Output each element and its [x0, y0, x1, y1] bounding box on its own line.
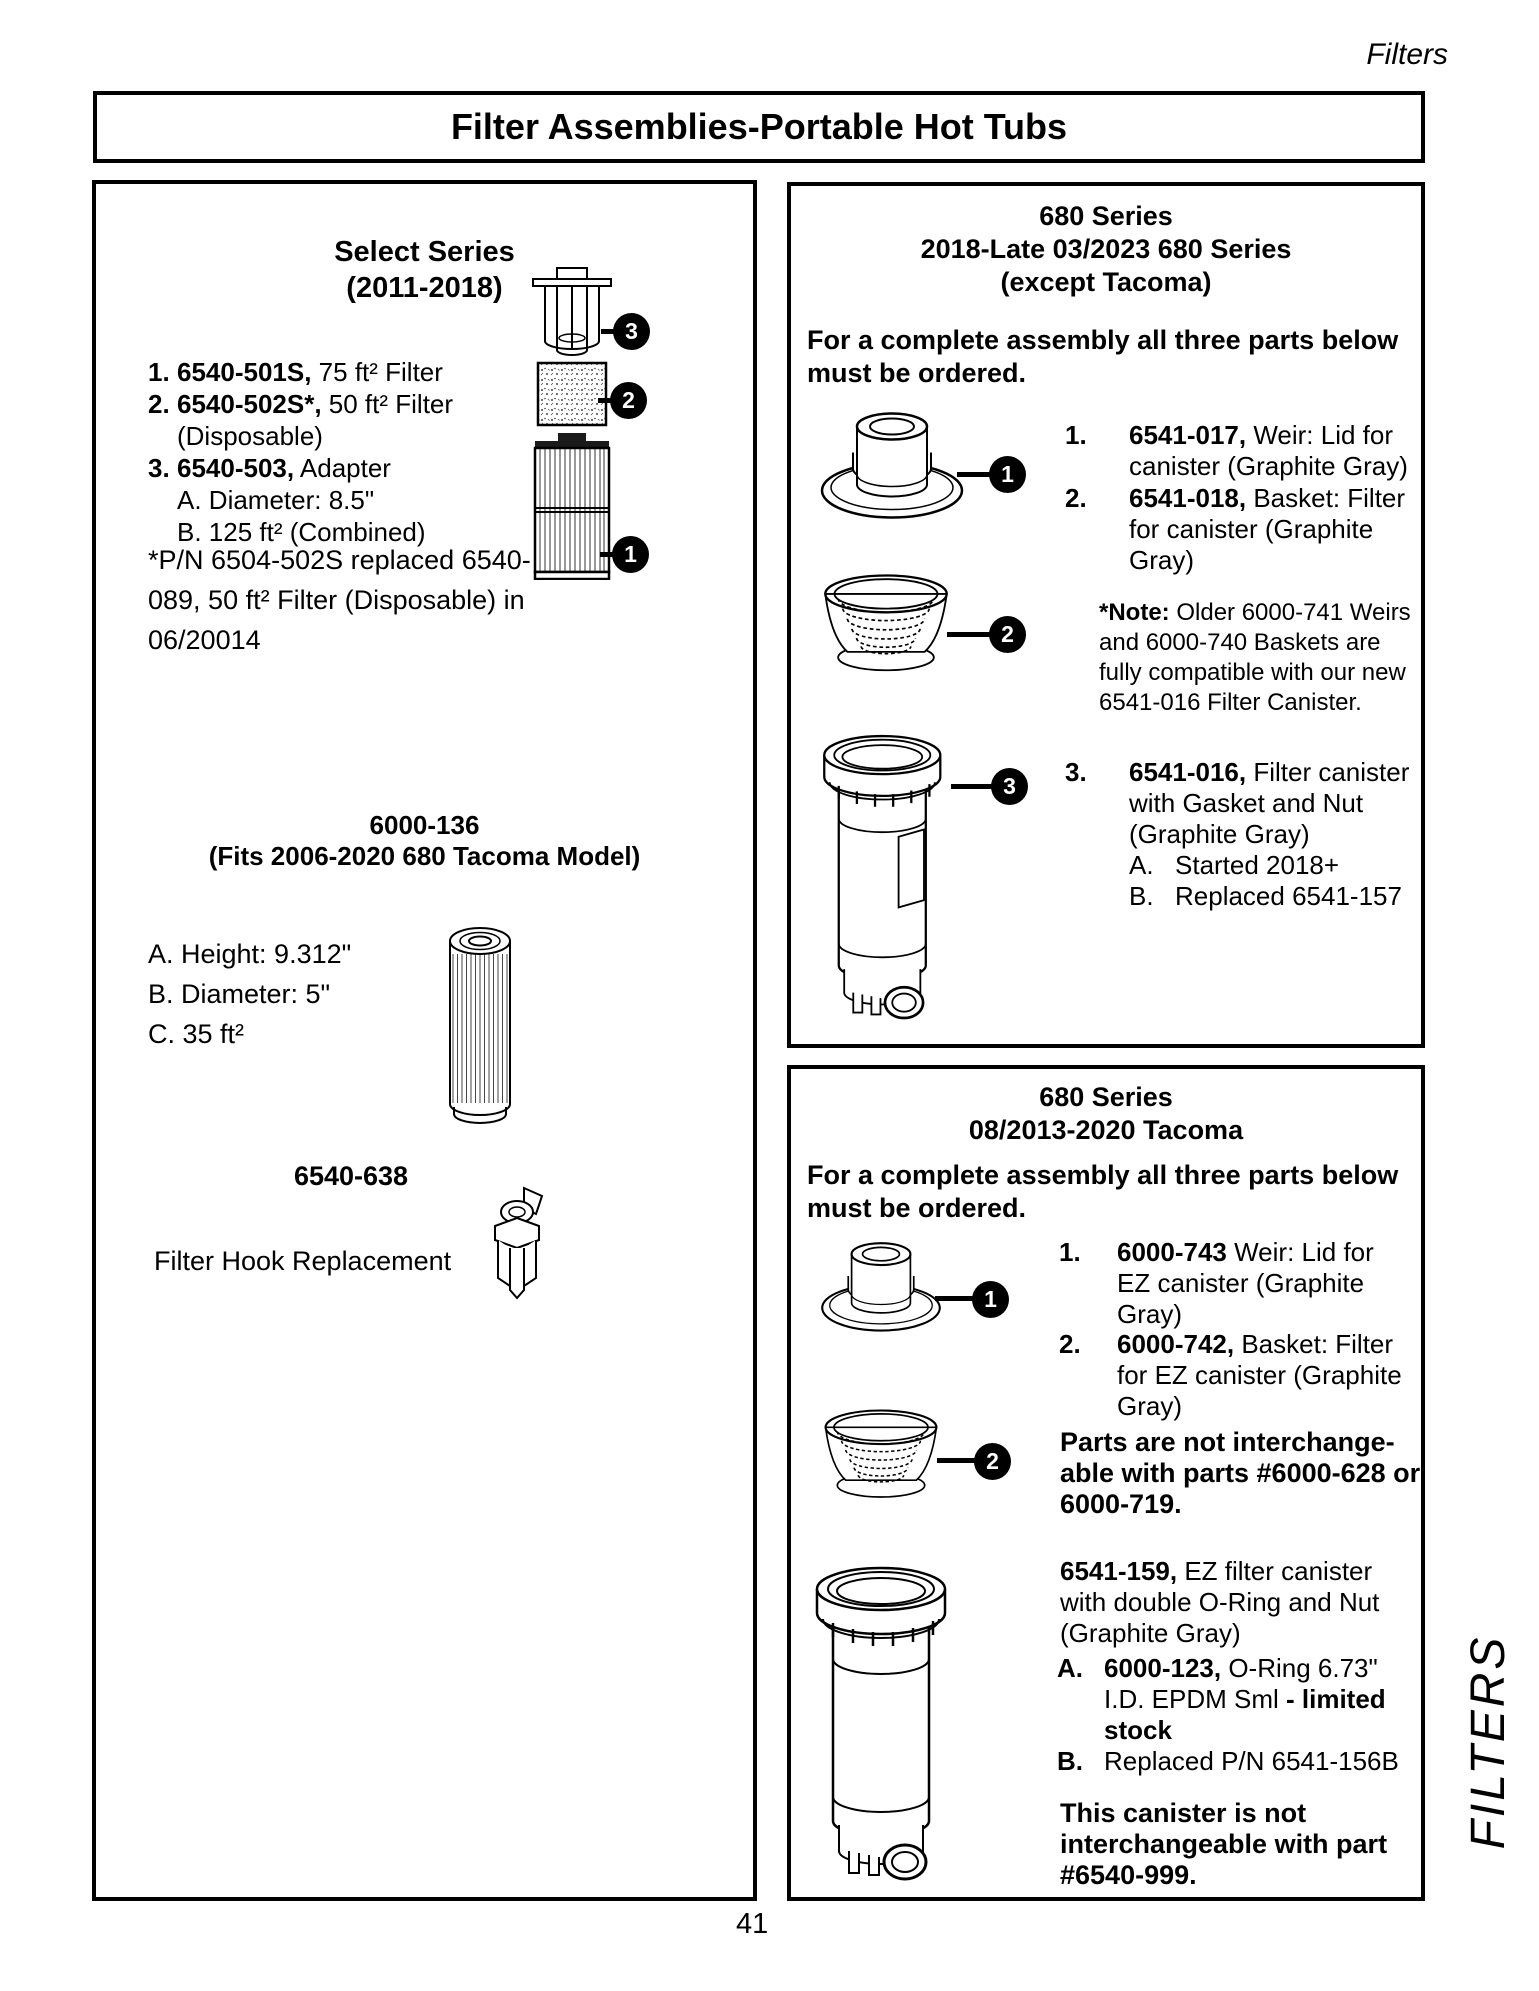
left-panel — [92, 180, 757, 1901]
sub-item-b: B. Replaced P/N 6541-156B — [1057, 1746, 1399, 1776]
part-badge-1: 1 — [612, 536, 649, 573]
part-badge-2: 2 — [989, 616, 1026, 653]
list-item: 2. 6000-742, Basket: Filter for EZ canister (Graphite Gray) — [1059, 1329, 1402, 1421]
canister-illustration — [817, 714, 953, 1041]
list-item: 1. 6541-017, Weir: Lid for canister (Graphite Gray) — [1065, 420, 1408, 481]
page-title: Filter Assemblies-Portable Hot Tubs — [450, 106, 1068, 147]
ez-canister-paragraph: 6541-159, EZ filter canister with double O-Ring and Nut (Graphite Gray) — [1060, 1556, 1380, 1648]
basket-illustration — [818, 1399, 944, 1506]
part-6000-136-subtitle: (Fits 2006-2020 680 Tacoma Model) — [208, 841, 641, 871]
tacoma-680-heading: 680 Series 08/2013-2020 Tacoma — [968, 1082, 1244, 1145]
part-6000-136-title: 6000-136 — [369, 810, 480, 840]
hook-caption: Filter Hook Replacement — [154, 1246, 452, 1276]
basket-illustration — [817, 558, 955, 685]
canister-warning: This canister is not interchangeable with part #6540-999. — [1060, 1798, 1388, 1890]
part-badge-3: 3 — [991, 768, 1028, 805]
select-series-list — [148, 356, 518, 548]
callout-line — [947, 632, 995, 637]
filter-hook-illustration — [490, 1186, 552, 1306]
select-series-stack-illustration — [530, 267, 614, 580]
page-title-box — [93, 91, 1425, 163]
select-series-subtitle: (2011-2018) — [346, 272, 503, 304]
list-item: 1. 6540-501S, 75 ft² Filter — [148, 357, 443, 387]
part-6000-136-heading — [96, 810, 753, 872]
select-series-heading — [96, 234, 753, 306]
series-680-panel — [787, 182, 1425, 1048]
part-badge-2: 2 — [610, 382, 647, 419]
weir-lid-illustration — [818, 1222, 944, 1345]
series-680-heading: 680 Series 2018-Late 03/2023 680 Series (except Tacoma) — [920, 201, 1292, 297]
weir-lid-illustration — [817, 388, 967, 535]
sub-item-a: A. 6000-123, O-Ring 6.73" I.D. EPDM Sml - limited stock — [1057, 1653, 1386, 1745]
ez-canister-illustration — [802, 1559, 966, 1889]
section-side-tab: FILTERS — [1462, 1634, 1515, 1850]
list-item: 3. 6540-503, Adapter A. Diameter: 8.5" B. 125 ft² (Combined) — [148, 453, 426, 547]
list-item: 1. 6000-743 Weir: Lid for EZ canister (Graphite Gray) — [1059, 1237, 1374, 1329]
cartridge-illustration — [444, 924, 516, 1140]
list-item: 3. 6541-016, Filter canister with Gasket and Nut (Graphite Gray) A. Started 2018+ B. Replaced 6541-157 — [1065, 757, 1410, 911]
page-number: 41 — [736, 1908, 769, 1940]
series-680-intro: For a complete assembly all three parts below must be ordered. — [807, 325, 1399, 388]
tacoma-680-intro: For a complete assembly all three parts below must be ordered. — [807, 1160, 1399, 1223]
part-6540-638-title: 6540-638 — [293, 1161, 409, 1191]
part-badge-1: 1 — [972, 1281, 1009, 1318]
list-item: 2. 6541-018, Basket: Filter for canister (Graphite Gray) — [1065, 483, 1406, 575]
interchange-warning: Parts are not interchange- able with parts #6000-628 or 6000-719. — [1060, 1427, 1421, 1519]
part-6000-136-specs: A. Height: 9.312" B. Diameter: 5" C. 35 ft² — [148, 939, 352, 1049]
part-badge-2: 2 — [974, 1443, 1011, 1480]
tacoma-680-panel — [787, 1065, 1425, 1901]
replacement-note: *P/N 6504-502S replaced 6540- 089, 50 ft² Filter (Disposable) in 06/20014 — [148, 545, 531, 655]
compatibility-note: *Note: Older 6000-741 Weirs and 6000-740 Baskets are fully compatible with our new 6541-016 Filter Canister. — [1099, 599, 1411, 716]
select-series-title: Select Series — [334, 236, 515, 268]
list-item: 2. 6540-502S*, 50 ft² Filter (Disposable) — [148, 389, 454, 451]
part-badge-3: 3 — [613, 313, 650, 350]
part-badge-1: 1 — [989, 456, 1026, 493]
page-corner-label: Filters — [1366, 38, 1448, 71]
